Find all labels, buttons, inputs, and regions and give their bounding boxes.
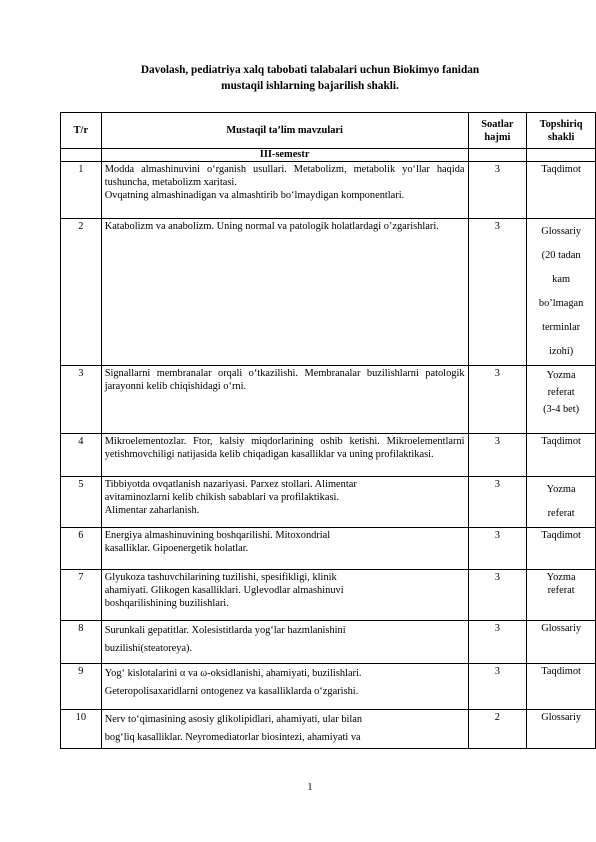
header-hours-line-1: Soatlar xyxy=(481,118,514,130)
topic-text: Glyukoza tashuvchilarining tuzilishi, spesifikligi, klinik xyxy=(104,572,337,583)
form-text: izohi) xyxy=(548,346,574,357)
form-text: Yozma xyxy=(546,370,576,381)
row-form xyxy=(527,664,596,710)
topic-text: Katabolizm va anabolizm. Uning normal va patologik holatlardagi o’zgarishlari. xyxy=(104,221,439,232)
row-number: 10 xyxy=(61,710,102,749)
form-text: Yozma xyxy=(546,572,576,583)
row-hours: 3 xyxy=(468,219,527,366)
topic-text: Ovqatning almashinadigan va almashtirib bo‘lmaydigan komponentlari. xyxy=(104,190,405,201)
row-number: 6 xyxy=(61,528,102,570)
form-text: referat xyxy=(547,508,575,519)
topic-text: Yog‘ kislotalarini α va ω-oksidlanishi, ahamiyati, buzilishlari. xyxy=(104,668,362,679)
row-number: 1 xyxy=(61,162,102,219)
row-topic xyxy=(101,710,468,749)
table-row xyxy=(61,434,596,477)
row-hours: 2 xyxy=(468,710,527,749)
header-topic: Mustaqil ta’lim mavzulari xyxy=(101,113,468,149)
table-row xyxy=(61,528,596,570)
row-topic xyxy=(101,162,468,219)
row-hours: 3 xyxy=(468,477,527,528)
row-form xyxy=(527,621,596,664)
form-text: Taqdimot xyxy=(541,164,581,175)
row-topic xyxy=(101,528,468,570)
header-number: T/r xyxy=(61,113,102,149)
form-text: terminlar xyxy=(542,322,581,333)
table-row xyxy=(61,621,596,664)
form-text: referat xyxy=(547,387,575,398)
row-topic xyxy=(101,664,468,710)
form-text: Taqdimot xyxy=(541,436,581,447)
row-number: 4 xyxy=(61,434,102,477)
form-text: referat xyxy=(547,585,575,596)
row-hours: 3 xyxy=(468,528,527,570)
row-form xyxy=(527,710,596,749)
table-row xyxy=(61,664,596,710)
header-form-line-2: shakli xyxy=(547,131,575,143)
row-number: 8 xyxy=(61,621,102,664)
row-topic xyxy=(101,366,468,434)
row-number: 9 xyxy=(61,664,102,710)
header-form xyxy=(527,113,596,149)
topic-text: bog‘liq kasalliklar. Neyromediatorlar biosintezi, ahamiyati va xyxy=(104,732,361,743)
semester-label: III-semestr xyxy=(101,149,468,162)
row-topic xyxy=(101,621,468,664)
topic-text: buzilishi(steatoreya). xyxy=(104,643,193,654)
table-row xyxy=(61,477,596,528)
topic-text: Surunkali gepatitlar. Xolesistitlarda yog‘lar hazmlanishini xyxy=(104,625,346,636)
assignments-table xyxy=(60,112,596,749)
topic-text: Mikroelementozlar. Ftor, kalsiy miqdorlarining oshib ketishi. Mikroelementlarni yetishmovchiligi natijasida kelib chiqadigan kasalliklar va uning profilaktikasi. xyxy=(104,436,465,460)
topic-text: boshqarilishining buzilishlari. xyxy=(104,598,229,609)
row-form xyxy=(527,477,596,528)
row-number: 3 xyxy=(61,366,102,434)
table-row xyxy=(61,366,596,434)
header-row xyxy=(61,113,596,149)
row-form xyxy=(527,434,596,477)
form-text: Taqdimot xyxy=(541,666,581,677)
row-topic xyxy=(101,219,468,366)
page-number: 1 xyxy=(307,782,313,793)
topic-text: Alimentar zaharlanish. xyxy=(104,505,200,516)
form-text: Taqdimot xyxy=(541,530,581,541)
form-text: Glossariy xyxy=(541,226,582,237)
row-hours: 3 xyxy=(468,366,527,434)
title-line-1: Davolash, pediatriya xalq tabobati talabalari uchun Biokimyo fanidan xyxy=(140,64,480,76)
header-hours-line-2: hajmi xyxy=(484,131,511,143)
row-topic xyxy=(101,570,468,621)
row-hours: 3 xyxy=(468,162,527,219)
row-form xyxy=(527,528,596,570)
table-row xyxy=(61,162,596,219)
row-form xyxy=(527,219,596,366)
table-row xyxy=(61,570,596,621)
row-topic xyxy=(101,434,468,477)
row-number: 7 xyxy=(61,570,102,621)
topic-text: avitaminozlarni kelib chikish sabablari va profilaktikasi. xyxy=(104,492,339,503)
title-line-2: mustaqil ishlarning bajarilish shakli. xyxy=(221,80,399,92)
row-number: 5 xyxy=(61,477,102,528)
document-title xyxy=(0,62,596,94)
header-hours xyxy=(468,113,527,149)
topic-text: kasalliklar. Gipoenergetik holatlar. xyxy=(104,543,249,554)
row-number: 2 xyxy=(61,219,102,366)
topic-text: Geteropolisaxaridlarni ontogenez va kasalliklarda o‘zgarishi. xyxy=(104,686,359,697)
topic-text: Signallarni membranalar orqali o‘tkazilishi. Membranalar buzilishlarni patologik jarayonni kelib chiqishidagi o‘rni. xyxy=(104,368,465,392)
topic-text: Modda almashinuvini o‘rganish usullari. Metabolizm, metabolik yo‘llar haqida tushuncha, metabolizm xaritasi. xyxy=(104,164,465,188)
row-hours: 3 xyxy=(468,664,527,710)
semester-row xyxy=(61,149,596,162)
row-hours: 3 xyxy=(468,570,527,621)
row-topic xyxy=(101,477,468,528)
form-text: (3-4 bet) xyxy=(543,404,580,415)
row-form xyxy=(527,162,596,219)
row-hours: 3 xyxy=(468,621,527,664)
form-text: bo’lmagan xyxy=(538,298,584,309)
form-text: Yozma xyxy=(546,484,576,495)
row-hours: 3 xyxy=(468,434,527,477)
table-row xyxy=(61,219,596,366)
topic-text: Tibbiyotda ovqatlanish nazariyasi. Parxez stollari. Alimentar xyxy=(104,479,357,490)
form-text: Glossariy xyxy=(541,712,582,723)
topic-text: Energiya almashinuvining boshqarilishi. Mitoxondrial xyxy=(104,530,331,541)
form-text: Glossariy xyxy=(541,623,582,634)
header-form-line-1: Topshiriq xyxy=(539,118,583,130)
row-form xyxy=(527,366,596,434)
form-text: (20 tadan xyxy=(541,250,581,261)
row-form xyxy=(527,570,596,621)
topic-text: Nerv to‘qimasining asosiy glikolipidlari, ahamiyati, ular bilan xyxy=(104,714,363,725)
form-text: kam xyxy=(552,274,571,285)
topic-text: ahamiyati. Glikogen kasalliklari. Uglevodlar almashinuvi xyxy=(104,585,344,596)
table-row xyxy=(61,710,596,749)
